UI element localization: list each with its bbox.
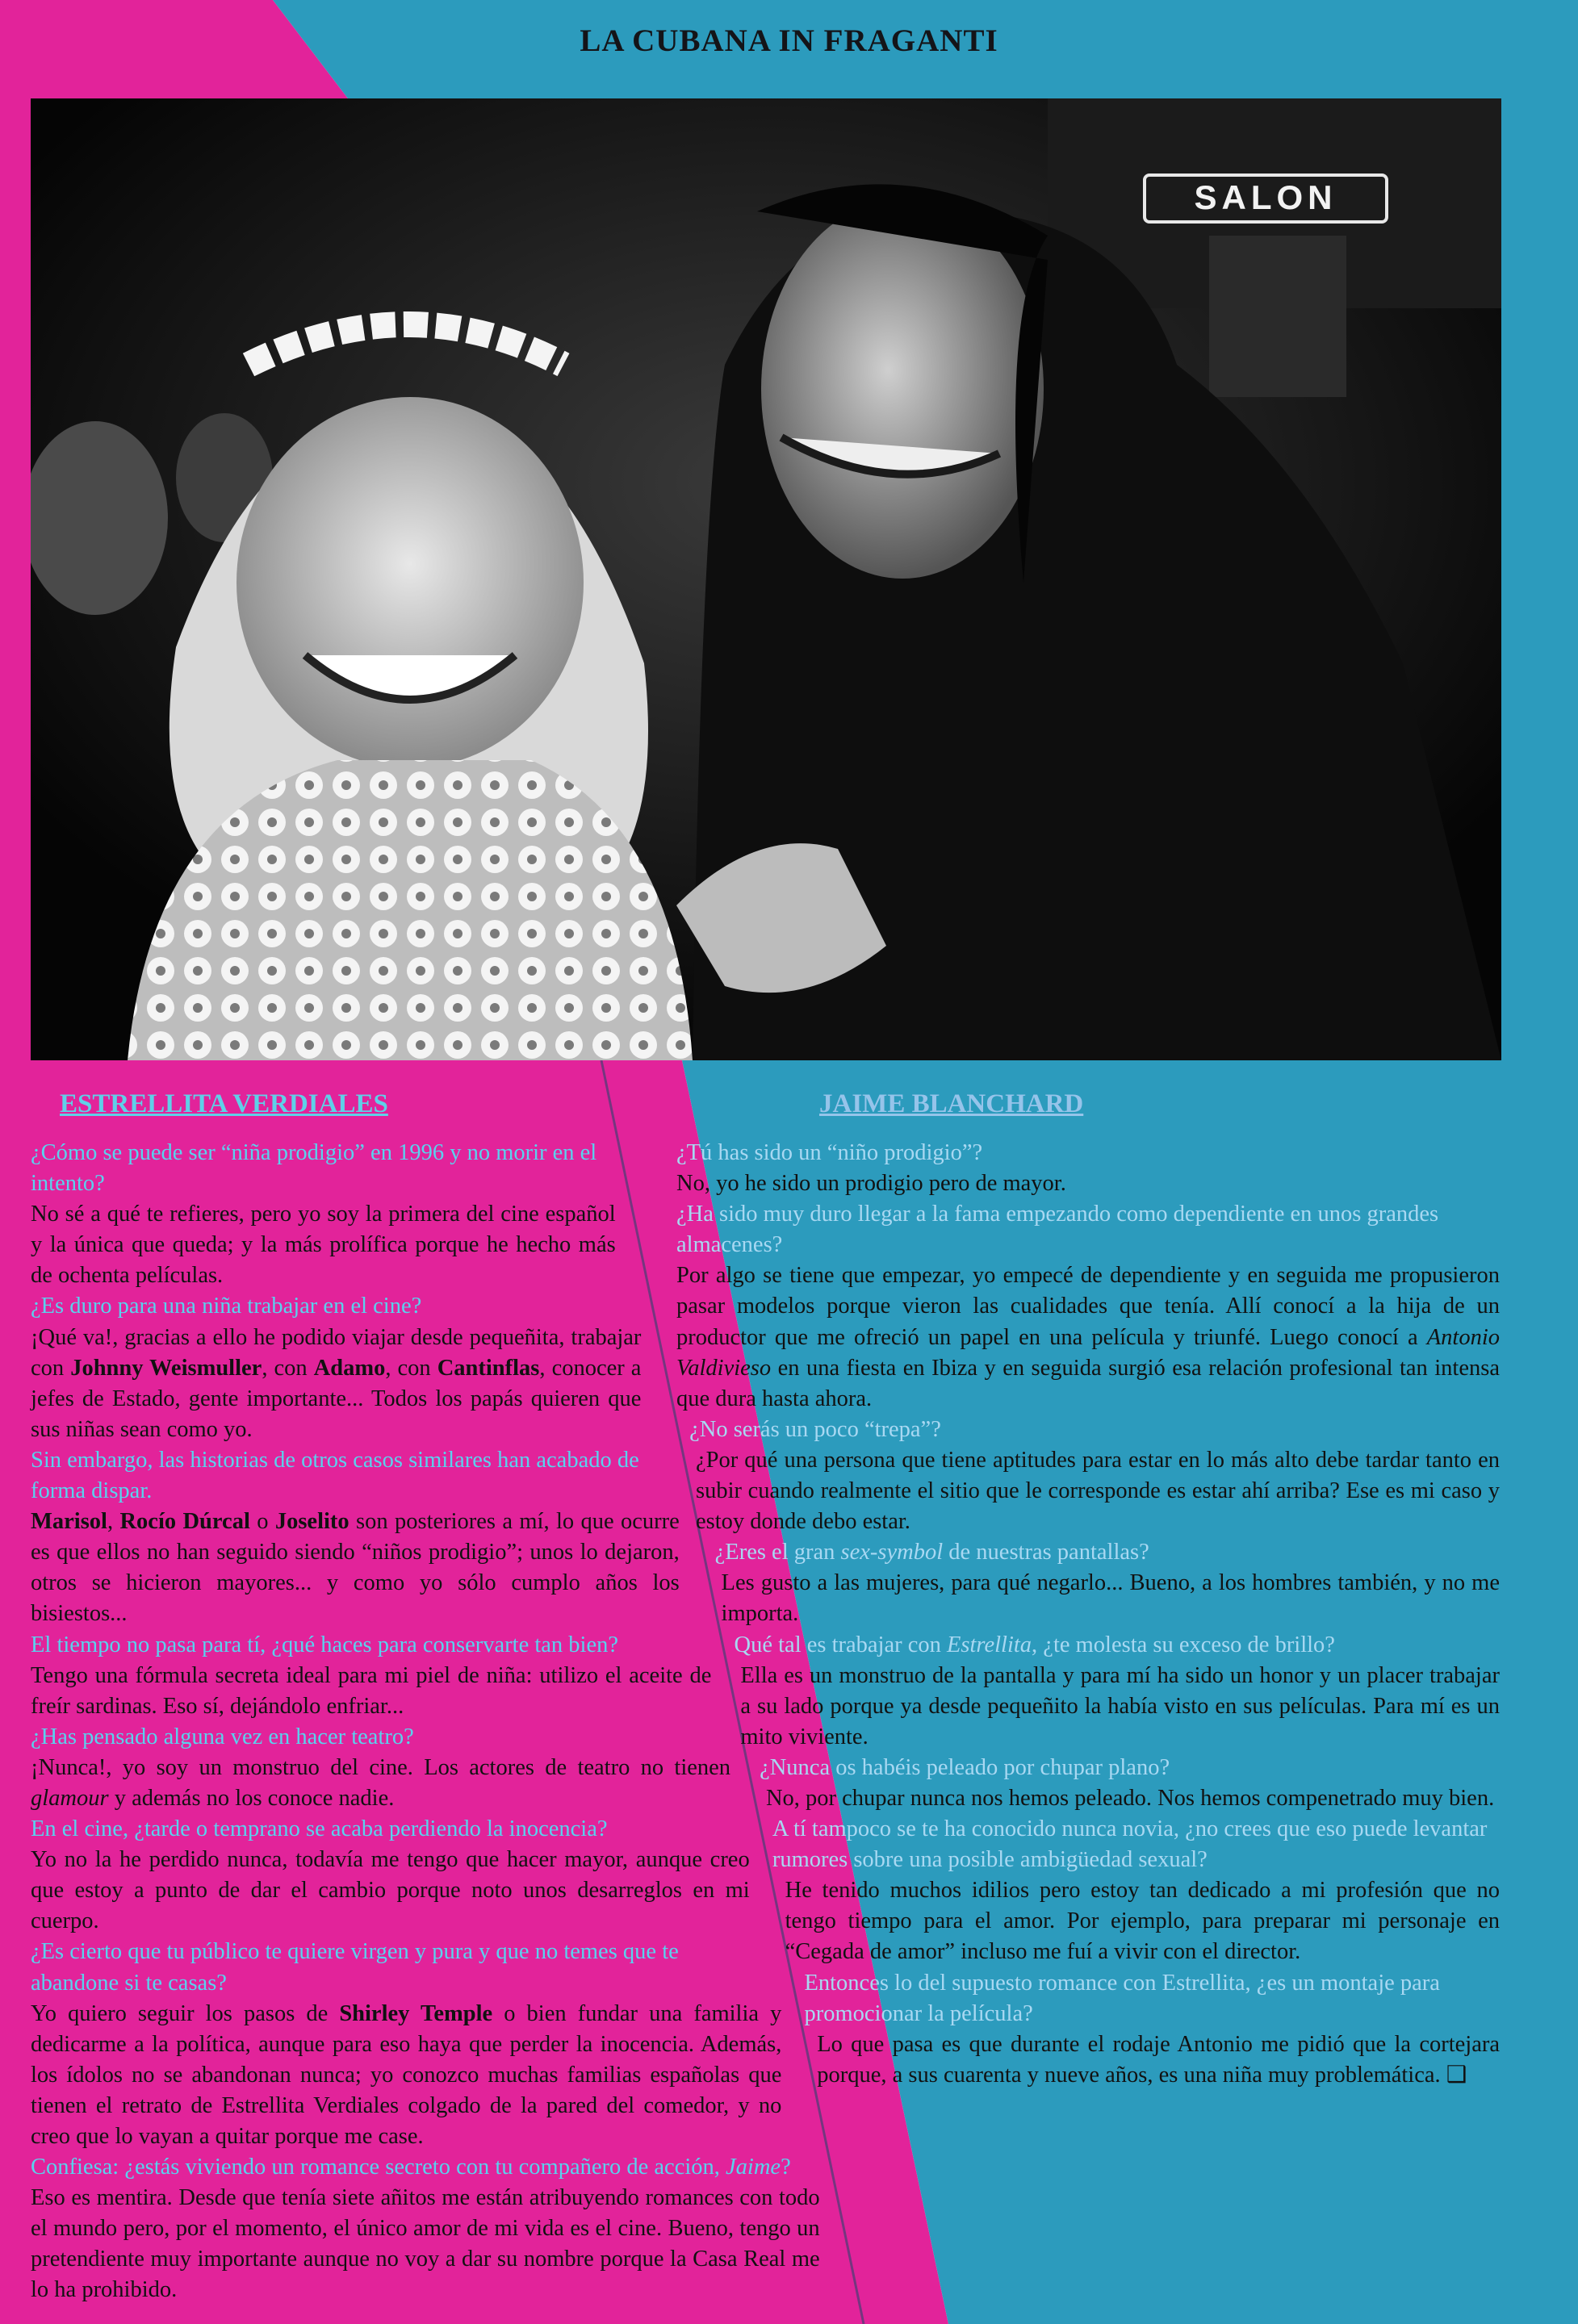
page-title: LA CUBANA IN FRAGANTI xyxy=(580,23,998,58)
right-answer: No, yo he sido un prodigio pero de mayor. xyxy=(676,1171,1066,1197)
left-question: El tiempo no pasa para tí, ¿qué haces para conservarte tan bien? xyxy=(31,1632,619,1657)
photograph xyxy=(31,98,1501,1060)
left-question: ¿Es duro para una niña trabajar en el cine? xyxy=(31,1294,422,1319)
salon-sign: SALON xyxy=(1194,178,1337,216)
left-question: ¿Cómo se puede ser “niña prodigio” en 1996 y no morir en el intento? xyxy=(31,1140,597,1197)
right-answer: ¿Por qué una persona que tiene aptitudes para estar en lo más alto debe tardar tanto en subir cuando realmente el sitio que le corresponde es estar ahí arriba? Ese es mi caso y estoy donde debo estar. xyxy=(695,1447,1500,1535)
left-answer: Marisol, Rocío Dúrcal o Joselito son posteriores a mí, lo que ocurre es que ellos no han seguido siendo “niños prodigio”; unos lo dejaron, otros se hicieron mayores... y como yo sólo cumplo años los bisiestos... xyxy=(31,1509,680,1627)
left-question: Confiesa: ¿estás viviendo un romance secreto con tu compañero de acción, Jaime? xyxy=(31,2155,791,2180)
left-answer: Eso es mentira. Desde que tenía siete añitos me están atribuyendo romances con todo el mundo pero, por el momento, el único amor de mi vida es el cine. Bueno, tengo un pretendiente muy importante aunque no voy a dar su nombre porque la Casa Real me lo ha prohibido. xyxy=(31,2185,820,2303)
right-answer: Ella es un monstruo de la pantalla y para mí ha sido un honor y un placer trabajar a su lado porque ya desde pequeñito la había visto en sus películas. Para mí es un mito viviente. xyxy=(740,1662,1500,1749)
left-interviewee-name: ESTRELLITA VERDIALES xyxy=(60,1089,388,1118)
right-interviewee-name: JAIME BLANCHARD xyxy=(819,1089,1084,1118)
left-answer: Yo no la he perdido nunca, todavía me tengo que hacer mayor, aunque creo que estoy a punto de dar el cambio porque noto unos desarreglos en mi cuerpo. xyxy=(31,1847,750,1934)
left-answer: No sé a qué te refieres, pero yo soy la primera del cine español y la única que queda; y la más prolífica porque he hecho más de ochenta películas. xyxy=(31,1202,616,1289)
right-answer: Lo que pasa es que durante el rodaje Antonio me pidió que la cortejara porque, a sus cuarenta y nueve años, es una niña muy problemática. ❑ xyxy=(817,2031,1500,2088)
right-answer: No, por chupar nunca nos hemos peleado. Nos hemos compenetrado muy bien. xyxy=(765,1785,1495,1811)
right-question: ¿Eres el gran sex-symbol de nuestras pantallas? xyxy=(714,1540,1149,1565)
left-answer: ¡Nunca!, yo soy un monstruo del cine. Los actores de teatro no tienen glamour y además no los conoce nadie. xyxy=(31,1754,731,1811)
right-question: Entonces lo del supuesto romance con Estrellita, ¿es un montaje para promocionar la película? xyxy=(804,1970,1440,2026)
right-answer: Por algo se tiene que empezar, yo empecé de dependiente y en seguida me propusieron pasar modelos porque vieron las cualidades que tenía. Allí conocí a la hija de un productor que me ofreció un papel en una película y triunfé. Luego conocí a Antonio Valdivieso en una fiesta en Ibiza y en seguida surgió esa relación profesional tan intensa que dura hasta ahora. xyxy=(676,1263,1500,1411)
right-answer: Les gusto a las mujeres, para qué negarlo... Bueno, a los hombres también, y no me importa. xyxy=(721,1570,1500,1627)
right-question: ¿No serás un poco “trepa”? xyxy=(689,1416,941,1442)
right-interview-column xyxy=(676,1138,1500,2091)
right-question: Qué tal es trabajar con Estrellita, ¿te molesta su exceso de brillo? xyxy=(734,1632,1335,1657)
right-question: ¿Nunca os habéis peleado por chupar plano? xyxy=(760,1754,1170,1780)
left-question: ¿Es cierto que tu público te quiere virgen y pura y que no temes que te abandone si te casas? xyxy=(31,1939,679,1996)
left-question: ¿Has pensado alguna vez en hacer teatro? xyxy=(31,1724,414,1749)
right-question: A tí tampoco se te ha conocido nunca novia, ¿no crees que eso puede levantar rumores sobre una posible ambigüedad sexual? xyxy=(772,1816,1488,1873)
right-question: ¿Tú has sido un “niño prodigio”? xyxy=(676,1140,983,1165)
left-question: Sin embargo, las historias de otros casos similares han acabado de forma dispar. xyxy=(31,1447,639,1504)
left-answer: ¡Qué va!, gracias a ello he podido viajar desde pequeñita, trabajar con Johnny Weismuller, con Adamo, con Cantinflas, conocer a jefes de Estado, gente importante... Todos los papás quieren que sus niñas sean como yo. xyxy=(31,1324,642,1442)
left-question: En el cine, ¿tarde o temprano se acaba perdiendo la inocencia? xyxy=(31,1816,608,1842)
left-answer: Yo quiero seguir los pasos de Shirley Temple o bien fundar una familia y dedicarme a la política, aunque para eso haya que perder la inocencia. Además, los ídolos no se abandonan nunca; yo conozco muchas familias españolas que tienen el retrato de Estrellita Verdiales colgado de la pared del comedor, y no creo que lo vayan a quitar porque me case. xyxy=(31,2000,782,2149)
right-answer: He tenido muchos idilios pero estoy tan dedicado a mi profesión que no tengo tiempo para el amor. Por ejemplo, para preparar mi personaje en “Cegada de amor” incluso me fuí a vivir con el director. xyxy=(785,1878,1500,1965)
right-question: ¿Ha sido muy duro llegar a la fama empezando como dependiente en unos grandes almacenes? xyxy=(676,1202,1439,1258)
left-answer: Tengo una fórmula secreta ideal para mi piel de niña: utilizo el aceite de freír sardinas. Eso sí, dejándolo enfriar... xyxy=(31,1662,712,1719)
